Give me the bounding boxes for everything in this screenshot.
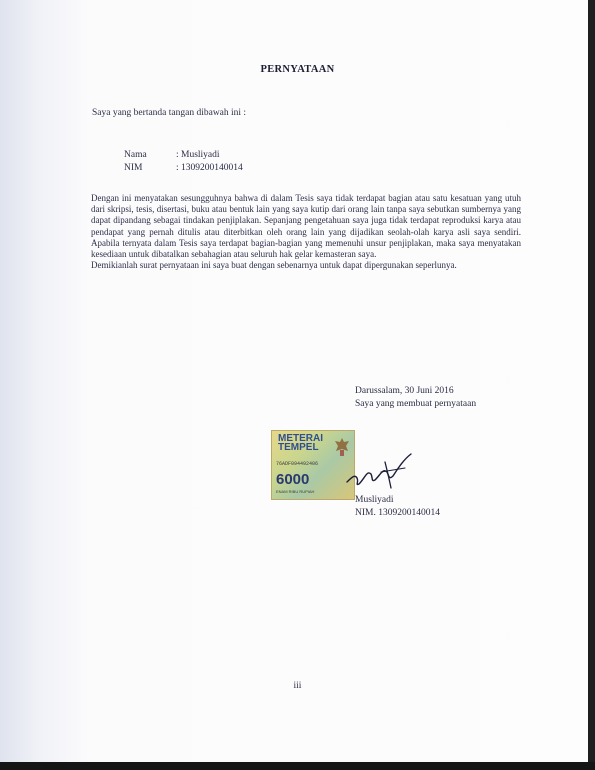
stamp-title-line1: METERAI xyxy=(278,433,323,444)
signer-nim: NIM. 1309200140014 xyxy=(355,508,440,518)
statement-paragraph: Dengan ini menyatakan sesungguhnya bahwa di dalam Tesis saya tidak terdapat bagian atau satu kesatuan yang utuh dari skripsi, tesis, disertasi, buku atau bentuk lain yang saya kutip dari orang lain tanpa saya sebutkan sumbernya yang dapat dipandang sebagai tindakan penjiplakan. Sepanjang pengetahuan saya juga tidak terdapat reproduksi karya atau pendapat yang pernah ditulis atau diterbitkan oleh orang lain yang dijadikan seolah-olah karya asli saya sendiri. Apabila ternyata dalam Tesis saya terdapat bagian-bagian yang memenuhi unsur penjiplakan, maka saya menyatakan kesediaan untuk dibatalkan sebahagian atau seluruh hak gelar kemasteran saya. xyxy=(91,193,521,260)
stamp-title-line2: TEMPEL xyxy=(278,442,319,453)
signer-name: Musliyadi xyxy=(355,495,394,505)
stamp-value: 6000 xyxy=(276,471,310,488)
identity-row-nim xyxy=(124,162,243,175)
identity-block xyxy=(124,149,243,175)
signer-role: Saya yang membuat pernyataan xyxy=(355,399,477,409)
signer-details xyxy=(355,494,440,520)
identity-value: : Musliyadi xyxy=(176,150,220,160)
stamp-title xyxy=(278,434,323,452)
handwritten-signature xyxy=(325,448,420,493)
scan-edge-bottom xyxy=(0,762,595,770)
intro-text: Saya yang bertanda tangan dibawah ini : xyxy=(92,108,247,118)
statement-body xyxy=(91,193,521,271)
identity-value: : 1309200140014 xyxy=(176,163,243,173)
identity-row-name xyxy=(124,149,243,162)
place-date: Darussalam, 30 Juni 2016 xyxy=(355,386,454,396)
page-title: PERNYATAAN xyxy=(260,64,335,75)
identity-label: NIM xyxy=(124,163,143,173)
signature-header xyxy=(355,385,476,411)
stamp-serial: 76ADF094492406 xyxy=(276,461,319,467)
scan-edge-right xyxy=(588,0,595,770)
page-number: iii xyxy=(293,681,302,691)
closing-paragraph: Demikianlah surat pernyataan ini saya buat dengan sebenarnya untuk dapat dipergunakan seperlunya. xyxy=(91,260,457,271)
identity-label: Nama xyxy=(124,150,147,160)
stamp-subtext: ENAM RIBU RUPIAH xyxy=(276,489,315,494)
